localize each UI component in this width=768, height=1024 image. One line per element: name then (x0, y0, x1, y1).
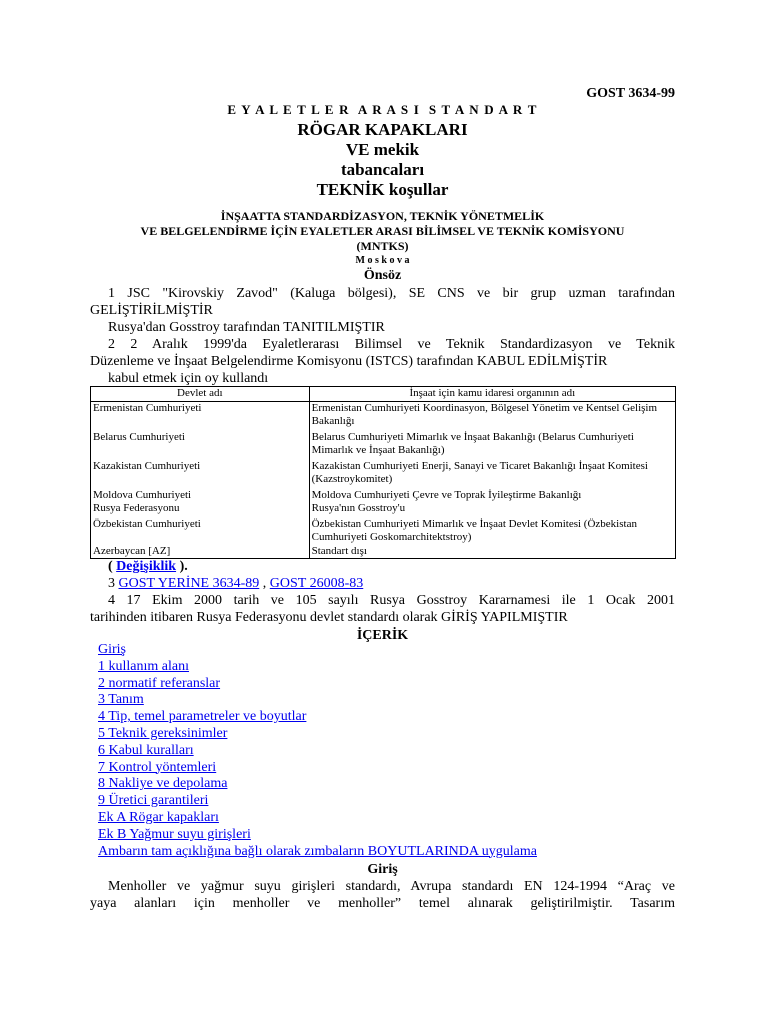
gost-26008-83-link[interactable]: GOST 26008-83 (269, 576, 364, 591)
table-row (91, 429, 676, 458)
toc-link-annex-a[interactable]: Ek A Rögar kapakları (98, 809, 219, 825)
body-cell: Kazakistan Cumhuriyeti Enerji, Sanayi ve Ticaret Bakanlığı İnşaat Komitesi (Kazstroykomitet) (309, 458, 675, 487)
foreword-item-2: 2 2 Aralık 1999'da Eyaletlerarası Bilimsel ve Teknik Standardizasyon ve Teknik (108, 337, 675, 352)
foreword-item-2-cont: Düzenleme ve İnşaat Belgelendirme Komisyonu (ISTCS) tarafından KABUL EDİLMİŞTİR (90, 354, 608, 369)
state-cell: Rusya Federasyonu (91, 502, 310, 516)
foreword-heading: Önsöz (363, 268, 402, 283)
column-header-body: İnşaat için kamu idaresi organının adı (309, 387, 675, 402)
table-of-contents (98, 642, 668, 860)
toc-link-introduction[interactable]: Giriş (98, 642, 126, 657)
body-cell: Standart dışı (309, 545, 675, 559)
item-3-separator: , (259, 576, 270, 591)
introduction-line-1: Menholler ve yağmur suyu girişleri standardı, Avrupa standardı EN 124-1994 “Araç ve (108, 879, 675, 894)
council-abbreviation: (MNTKS) (356, 239, 409, 253)
toc-link-punch-dimensions[interactable]: Ambarın tam açıklığına bağlı olarak zımbaların BOYUTLARINDA uygulama (98, 843, 537, 859)
toc-link-technical-requirements[interactable]: 5 Teknik gereksinimler (98, 725, 228, 741)
title-line-4: TEKNİK koşullar (316, 180, 449, 199)
toc-link-normative-references[interactable]: 2 normatif referanslar (98, 675, 221, 691)
enactment-item-4: 4 17 Ekim 2000 tarih ve 105 sayılı Rusya Gosstroy Kararnamesi ile 1 Ocak 2001 (108, 593, 675, 608)
document-code: GOST 3634-99 (586, 86, 675, 101)
introduction-line-2: yaya alanları için menholler ve menholler” temel alınarak geliştirilmiştir. Tasarım (90, 896, 675, 911)
change-close: ). (176, 559, 188, 574)
table-row (91, 516, 676, 545)
body-cell: Rusya'nın Gosstroy'u (309, 502, 675, 516)
council-line-2: VE BELGELENDİRME İÇİN EYALETLER ARASI BİLİMSEL VE TEKNİK KOMİSYONU (140, 224, 625, 238)
state-cell: Moldova Cumhuriyeti (91, 487, 310, 503)
toc-link-control-methods[interactable]: 7 Kontrol yöntemleri (98, 759, 217, 775)
contents-heading: İÇERİK (356, 628, 409, 643)
foreword-item-introduced: Rusya'dan Gosstroy tarafından TANITILMIŞTIR (108, 320, 385, 335)
body-cell: Ermenistan Cumhuriyeti Koordinasyon, Bölgesel Yönetim ve Kentsel Gelişim Bakanlığı (309, 401, 675, 429)
table-row (91, 401, 676, 429)
table-row (91, 545, 676, 559)
state-cell: Belarus Cumhuriyeti (91, 429, 310, 458)
toc-link-scope[interactable]: 1 kullanım alanı (98, 658, 189, 674)
item-3-prefix: 3 (108, 576, 119, 591)
gost-3634-89-link[interactable]: GOST YERİNE 3634-89 (118, 576, 260, 591)
standard-type: E Y A L E T L E R A R A S I S T A N D A R T (227, 102, 538, 117)
replacement-note (108, 575, 363, 592)
column-header-state: Devlet adı (91, 387, 310, 402)
state-cell: Özbekistan Cumhuriyeti (91, 516, 310, 545)
change-note (108, 558, 188, 575)
enactment-item-4-cont: tarihinden itibaren Rusya Federasyonu devlet standardı olarak GİRİŞ YAPILMIŞTIR (90, 610, 568, 625)
state-cell: Ermenistan Cumhuriyeti (91, 401, 310, 429)
change-open: ( (108, 559, 117, 574)
title-line-2: VE mekik (345, 140, 420, 159)
foreword-item-1-cont: GELİŞTİRİLMİŞTİR (90, 303, 213, 318)
state-cell: Azerbaycan [AZ] (91, 545, 310, 559)
table-row (91, 458, 676, 487)
toc-link-types-parameters[interactable]: 4 Tip, temel parametreler ve boyutlar (98, 709, 307, 725)
table-row (91, 502, 676, 516)
toc-link-definition[interactable]: 3 Tanım (98, 692, 144, 708)
toc-link-acceptance-rules[interactable]: 6 Kabul kuralları (98, 742, 194, 758)
change-link[interactable]: Değişiklik (116, 559, 177, 574)
toc-link-transport-storage[interactable]: 8 Nakliye ve depolama (98, 776, 228, 792)
council-line-1: İNŞAATTA STANDARDİZASYON, TEKNİK YÖNETMELİK (220, 209, 545, 223)
body-cell: Moldova Cumhuriyeti Çevre ve Toprak İyileştirme Bakanlığı (309, 487, 675, 503)
body-cell: Belarus Cumhuriyeti Mimarlık ve İnşaat Bakanlığı (Belarus Cumhuriyeti Mimarlık ve İnşaat Bakanlığı) (309, 429, 675, 458)
toc-link-manufacturer-warranty[interactable]: 9 Üretici garantileri (98, 793, 209, 809)
introduction-heading: Giriş (367, 862, 398, 877)
title-line-3: tabancaları (340, 160, 425, 179)
foreword-item-1: 1 JSC "Kirovskiy Zavod" (Kaluga bölgesi), SE CNS ve bir grup uzman tarafından (108, 286, 675, 301)
city: M o s k o v a (355, 255, 410, 266)
title-line-1: RÖGAR KAPAKLARI (297, 120, 468, 139)
vote-table (90, 386, 676, 559)
foreword-voted: kabul etmek için oy kullandı (108, 371, 269, 386)
body-cell: Özbekistan Cumhuriyeti Mimarlık ve İnşaat Devlet Komitesi (Özbekistan Cumhuriyeti Goskomarchitektstroy) (309, 516, 675, 545)
table-row (91, 487, 676, 503)
toc-link-annex-b[interactable]: Ek B Yağmur suyu girişleri (98, 826, 251, 842)
vote-table-header (91, 387, 676, 402)
state-cell: Kazakistan Cumhuriyeti (91, 458, 310, 487)
